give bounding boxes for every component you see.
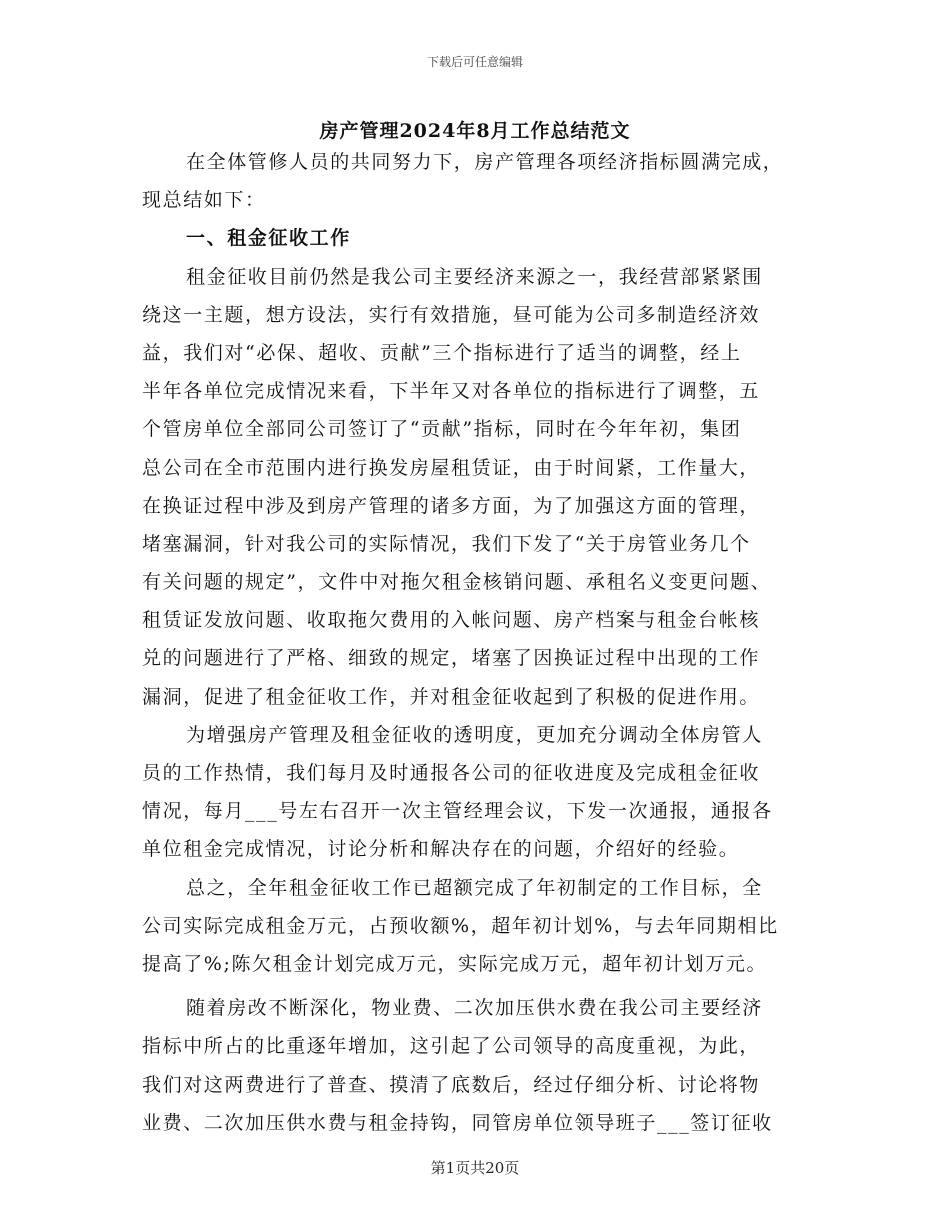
paragraph-line: 绕这一主题，想方设法，实行有效措施，昼可能为公司多制造经济效 (142, 303, 761, 326)
paragraph-line: 随着房改不断深化，物业费、二次加压供水费在我公司主要经济 (186, 997, 763, 1020)
paragraph-line: 总公司在全市范围内进行换发房屋租赁证，由于时间紧，工作量大， (142, 456, 761, 479)
paragraph-line: 现总结如下： (142, 189, 266, 212)
paragraph-line: 员的工作热情，我们每月及时通报各公司的征收进度及完成租金征收 (142, 762, 761, 784)
document-title: 房产管理2024年8月工作总结范文 (319, 120, 631, 142)
paragraph-line: 堵塞漏洞，针对我公司的实际情况，我们下发了“关于房管业务几个 (142, 532, 751, 555)
paragraph-line: 为增强房产管理及租金征收的透明度，更加充分调动全体房管人 (186, 723, 763, 746)
paragraph-line: 单位租金完成情况，讨论分析和解决存在的问题，介绍好的经验。 (142, 838, 740, 861)
paragraph-line: 在换证过程中涉及到房产管理的诸多方面，为了加强这方面的管理， (142, 494, 761, 517)
header-note: 下载后可任意编辑 (426, 55, 523, 69)
paragraph-line: 总之，全年租金征收工作已超额完成了年初制定的工作目标，全 (186, 876, 763, 899)
paragraph-line: 租赁证发放问题、收取拖欠费用的入帐问题、房产档案与租金台帐核 (142, 609, 761, 632)
paragraph-line: 半年各单位完成情况来看，下半年又对各单位的指标进行了调整，五 (142, 380, 761, 403)
paragraph-line: 业费、二次加压供水费与租金持钩，同管房单位领导班子___签订征收 (142, 1111, 773, 1134)
paragraph-line: 漏洞，促进了租金征收工作，并对租金征收起到了积极的促进作用。 (142, 685, 761, 708)
paragraph-line: 有关问题的规定”，文件中对拖欠租金核销问题、承租名义变更问题、 (142, 571, 772, 594)
paragraph-line: 情况，每月___号左右召开一次主管经理会议，下发一次通报，通报各 (142, 800, 773, 823)
paragraph-line: 在全体管修人员的共同努力下，房产管理各项经济指标圆满完成， (186, 151, 784, 173)
document-body (142, 143, 814, 1142)
paragraph-line: 益，我们对“必保、超收、贡献”三个指标进行了适当的调整，经上 (142, 341, 742, 364)
page-number-footer: 第1页共20页 (430, 1159, 520, 1177)
paragraph-line: 指标中所占的比重逐年增加，这引起了公司领导的高度重视，为此， (142, 1035, 761, 1058)
paragraph-line: 提高了%;陈欠租金计划完成万元，实际完成万元，超年初计划万元。 (142, 952, 768, 975)
paragraph-line: 租金征收目前仍然是我公司主要经济来源之一，我经营部紧紧围 (186, 265, 763, 288)
paragraph-line: 兑的问题进行了严格、细致的规定，堵塞了因换证过程中出现的工作 (142, 647, 761, 670)
section-heading: 一、租金征收工作 (186, 227, 351, 250)
paragraph-line: 我们对这两费进行了普查、摸清了底数后，经过仔细分析、讨论将物 (142, 1073, 761, 1096)
paragraph-line: 公司实际完成租金万元，占预收额%，超年初计划%，与去年同期相比 (142, 914, 779, 937)
paragraph-line: 个管房单位全部同公司签订了“贡献”指标，同时在今年年初，集团 (142, 418, 742, 441)
